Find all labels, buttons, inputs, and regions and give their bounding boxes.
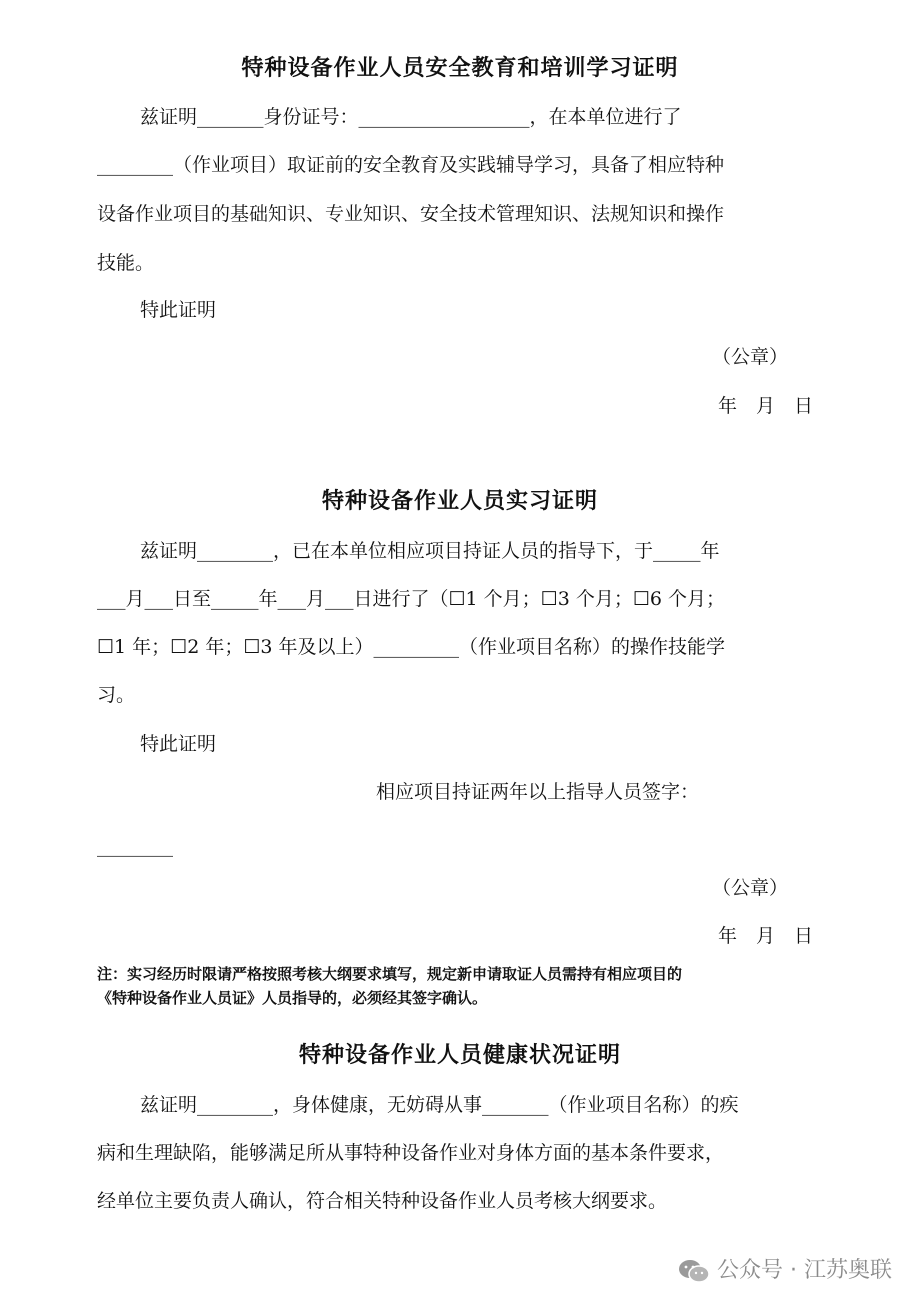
section2-line-2: ___月___日至_____年___月___日进行了（☐1 个月；☐3 个月；☐6 个月； — [97, 588, 725, 610]
section3-line-2: 病和生理缺陷，能够满足所从事特种设备作业对身体方面的基本条件要求， — [97, 1142, 725, 1164]
section1-line-3: 设备作业项目的基础知识、专业知识、安全技术管理知识、法规知识和操作 — [97, 203, 725, 225]
section2-title: 特种设备作业人员实习证明 — [321, 489, 598, 514]
section1-closing: 特此证明 — [140, 299, 217, 321]
section3-title: 特种设备作业人员健康状况证明 — [298, 1043, 621, 1068]
wechat-icon — [677, 1258, 711, 1284]
section2-note-line-1: 注：实习经历时限请严格按照考核大纲要求填写，规定新申请取证人员需持有相应项目的 — [97, 965, 683, 983]
section2-line-4: 习。 — [97, 684, 136, 706]
section2-seal: （公章） — [712, 877, 789, 899]
section3-line-3: 经单位主要负责人确认，符合相关特种设备作业人员考核大纲要求。 — [97, 1190, 668, 1212]
section2-date: 年 月 日 — [718, 925, 814, 947]
section2-signature-blank: ________ — [97, 835, 173, 857]
watermark-text: 公众号 · 江苏奥联 — [717, 1258, 892, 1283]
section1-line-4: 技能。 — [97, 252, 155, 274]
section1-title: 特种设备作业人员安全教育和培训学习证明 — [241, 56, 679, 81]
section2-closing: 特此证明 — [140, 733, 217, 755]
section1-line-1: 兹证明_______身份证号：__________________，在本单位进行了 — [140, 106, 682, 128]
section2-signature-label: 相应项目持证两年以上指导人员签字： — [376, 781, 700, 803]
section2-line-3: ☐1 年；☐2 年；☐3 年及以上）_________（作业项目名称）的操作技能学 — [97, 636, 725, 658]
section1-line-2: ________（作业项目）取证前的安全教育及实践辅导学习，具备了相应特种 — [97, 154, 725, 176]
section2-note-line-2: 《特种设备作业人员证》人员指导的，必须经其签字确认。 — [97, 989, 488, 1007]
section1-seal: （公章） — [712, 346, 789, 368]
watermark — [677, 1256, 892, 1286]
section3-line-1: 兹证明________，身体健康，无妨碍从事_______（作业项目名称）的疾 — [140, 1094, 739, 1116]
section2-line-1: 兹证明________，已在本单位相应项目持证人员的指导下，于_____年 — [140, 540, 720, 562]
section1-date: 年 月 日 — [718, 395, 814, 417]
